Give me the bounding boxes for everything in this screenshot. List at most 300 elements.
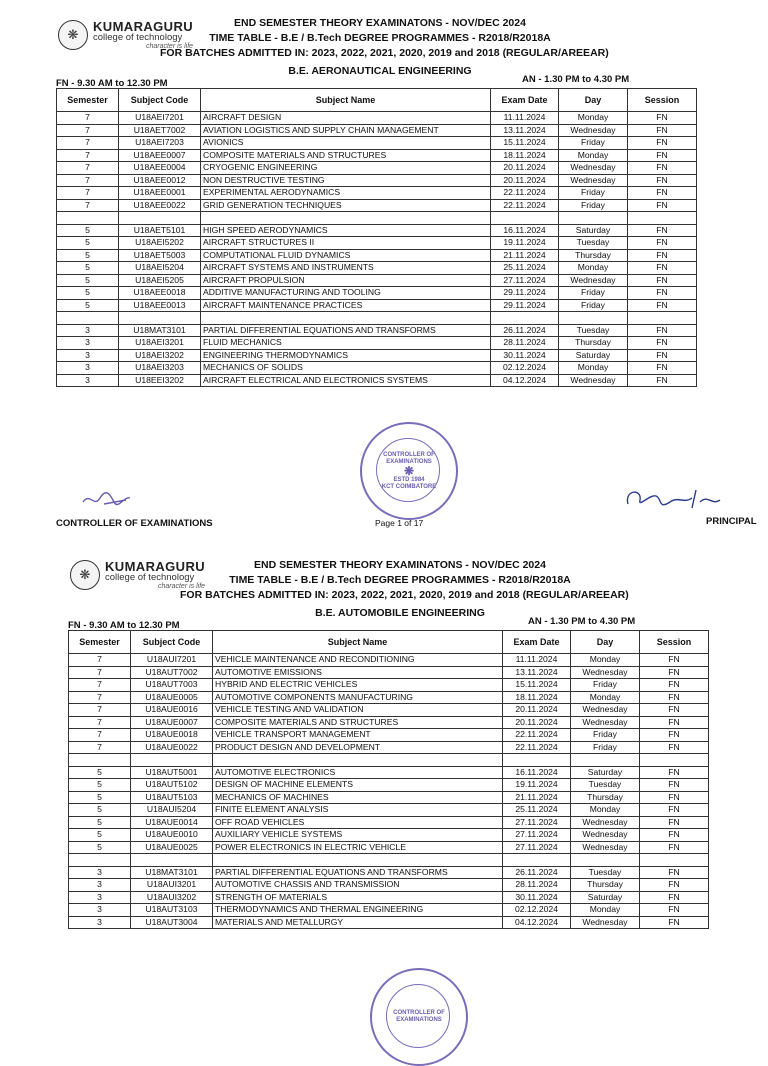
table-header-row: [69, 631, 709, 654]
semester-cell: 5: [57, 237, 119, 250]
day-cell: Monday: [559, 112, 628, 125]
session-cell: FN: [628, 299, 697, 312]
semester-cell: 7: [69, 679, 131, 692]
exam-date-cell: 22.11.2024: [503, 741, 571, 754]
session-cell: FN: [628, 262, 697, 275]
exam-date-cell: 18.11.2024: [491, 149, 559, 162]
day-cell: [559, 212, 628, 225]
exam-date-cell: 27.11.2024: [491, 274, 559, 287]
exam-date-cell: 25.11.2024: [491, 262, 559, 275]
subject-code-cell: U18MAT3101: [119, 324, 201, 337]
subject-name-cell: PRODUCT DESIGN AND DEVELOPMENT: [213, 741, 503, 754]
header-line3: FOR BATCHES ADMITTED IN: 2023, 2022, 2021, 2020, 2019 and 2018 (REGULAR/AREEAR): [160, 47, 609, 59]
subject-code-cell: U18AET7002: [119, 124, 201, 137]
subject-name-cell: AVIATION LOGISTICS AND SUPPLY CHAIN MANAGEMENT: [201, 124, 491, 137]
exam-date-cell: 04.12.2024: [491, 374, 559, 387]
day-cell: Wednesday: [571, 716, 640, 729]
semester-cell: 5: [57, 224, 119, 237]
day-cell: Wednesday: [559, 162, 628, 175]
day-cell: Thursday: [559, 249, 628, 262]
exam-date-cell: 20.11.2024: [491, 174, 559, 187]
session-cell: FN: [628, 287, 697, 300]
session-cell: FN: [640, 841, 709, 854]
subject-code-cell: U18AEE0001: [119, 187, 201, 200]
table-row: [57, 124, 697, 137]
subject-name-cell: AUXILIARY VEHICLE SYSTEMS: [213, 829, 503, 842]
day-cell: Wednesday: [559, 174, 628, 187]
subject-code-cell: U18AUT5001: [131, 766, 213, 779]
column-header: Session: [640, 631, 709, 654]
day-cell: Monday: [559, 149, 628, 162]
day-cell: Saturday: [559, 349, 628, 362]
session-cell: FN: [640, 691, 709, 704]
semester-cell: 3: [57, 349, 119, 362]
exam-date-cell: 29.11.2024: [491, 287, 559, 300]
subject-name-cell: AUTOMOTIVE EMISSIONS: [213, 666, 503, 679]
semester-cell: 7: [57, 174, 119, 187]
semester-cell: 7: [69, 654, 131, 667]
exam-date-cell: 02.12.2024: [491, 362, 559, 375]
session-cell: FN: [628, 249, 697, 262]
session-cell: FN: [628, 162, 697, 175]
subject-name-cell: AIRCRAFT ELECTRICAL AND ELECTRONICS SYSTEMS: [201, 374, 491, 387]
day-cell: Wednesday: [559, 124, 628, 137]
subject-name-cell: NON DESTRUCTIVE TESTING: [201, 174, 491, 187]
subject-code-cell: U18AEI5202: [119, 237, 201, 250]
exam-date-cell: 26.11.2024: [503, 866, 571, 879]
table-row: [69, 804, 709, 817]
session-cell: FN: [628, 337, 697, 350]
subject-code-cell: U18AEI3203: [119, 362, 201, 375]
exam-date-cell: 20.11.2024: [491, 162, 559, 175]
semester-cell: 3: [69, 904, 131, 917]
column-header: Subject Code: [119, 89, 201, 112]
subject-code-cell: U18AUE0016: [131, 704, 213, 717]
college-name: KUMARAGURU: [93, 19, 194, 35]
column-header: Subject Name: [213, 631, 503, 654]
session-cell: FN: [628, 374, 697, 387]
session-cell: FN: [640, 716, 709, 729]
exam-date-cell: 22.11.2024: [491, 187, 559, 200]
table-row: [57, 312, 697, 325]
subject-name-cell: AIRCRAFT DESIGN: [201, 112, 491, 125]
exam-date-cell: 22.11.2024: [503, 729, 571, 742]
semester-cell: 3: [69, 879, 131, 892]
day-cell: Wednesday: [571, 916, 640, 929]
subject-code-cell: [119, 212, 201, 225]
day-cell: [571, 854, 640, 867]
exam-date-cell: 27.11.2024: [503, 841, 571, 854]
header-line1: END SEMESTER THEORY EXAMINATONS - NOV/DEC 2024: [254, 559, 546, 571]
semester-cell: [57, 212, 119, 225]
subject-name-cell: POWER ELECTRONICS IN ELECTRIC VEHICLE: [213, 841, 503, 854]
session-cell: FN: [640, 916, 709, 929]
seal-emblem-icon: ❋: [403, 463, 415, 478]
college-tagline: character is life: [145, 42, 194, 50]
subject-code-cell: U18AUT7003: [131, 679, 213, 692]
subject-name-cell: FINITE ELEMENT ANALYSIS: [213, 804, 503, 817]
day-cell: Monday: [571, 804, 640, 817]
session-cell: [628, 212, 697, 225]
subject-code-cell: U18AUI3202: [131, 891, 213, 904]
day-cell: Friday: [559, 187, 628, 200]
college-emblem-icon: ❋: [58, 20, 88, 50]
session-cell: FN: [640, 729, 709, 742]
table-row: [57, 212, 697, 225]
semester-cell: 5: [69, 766, 131, 779]
session-cell: FN: [628, 274, 697, 287]
day-cell: Monday: [571, 691, 640, 704]
day-cell: Wednesday: [571, 829, 640, 842]
subject-name-cell: THERMODYNAMICS AND THERMAL ENGINEERING: [213, 904, 503, 917]
session-cell: FN: [640, 741, 709, 754]
exam-date-cell: 28.11.2024: [491, 337, 559, 350]
table-row: [57, 249, 697, 262]
subject-name-cell: AUTOMOTIVE COMPONENTS MANUFACTURING: [213, 691, 503, 704]
exam-schedule-table: [68, 630, 709, 929]
department-title: B.E. AERONAUTICAL ENGINEERING: [288, 65, 472, 77]
semester-cell: 7: [57, 199, 119, 212]
subject-name-cell: AUTOMOTIVE CHASSIS AND TRANSMISSION: [213, 879, 503, 892]
session-cell: FN: [640, 766, 709, 779]
exam-date-cell: 21.11.2024: [503, 791, 571, 804]
header-line1: END SEMESTER THEORY EXAMINATONS - NOV/DEC 2024: [234, 17, 526, 29]
column-header: Session: [628, 89, 697, 112]
day-cell: [571, 754, 640, 767]
session-cell: FN: [640, 804, 709, 817]
semester-cell: 7: [57, 124, 119, 137]
semester-cell: 5: [69, 791, 131, 804]
session-cell: FN: [640, 704, 709, 717]
session-cell: FN: [640, 791, 709, 804]
subject-name-cell: GRID GENERATION TECHNIQUES: [201, 199, 491, 212]
day-cell: Monday: [559, 362, 628, 375]
college-subtitle: college of technology: [105, 572, 195, 584]
table-row: [69, 891, 709, 904]
subject-name-cell: AIRCRAFT SYSTEMS AND INSTRUMENTS: [201, 262, 491, 275]
semester-cell: 5: [69, 779, 131, 792]
controller-seal: [360, 422, 458, 520]
semester-cell: 7: [57, 137, 119, 150]
subject-name-cell: VEHICLE TRANSPORT MANAGEMENT: [213, 729, 503, 742]
semester-cell: 5: [69, 829, 131, 842]
table-row: [57, 337, 697, 350]
day-cell: Thursday: [571, 791, 640, 804]
exam-date-cell: 15.11.2024: [503, 679, 571, 692]
header-line2: TIME TABLE - B.E / B.Tech DEGREE PROGRAMMES - R2018/R2018A: [229, 574, 571, 586]
table-row: [57, 112, 697, 125]
day-cell: Tuesday: [571, 866, 640, 879]
semester-cell: 5: [57, 299, 119, 312]
column-header: Day: [571, 631, 640, 654]
table-row: [69, 791, 709, 804]
day-cell: Saturday: [571, 891, 640, 904]
semester-cell: 5: [57, 274, 119, 287]
table-row: [69, 704, 709, 717]
table-row: [69, 854, 709, 867]
session-cell: [640, 754, 709, 767]
subject-code-cell: U18AEI5205: [119, 274, 201, 287]
seal-text: CONTROLLER OF EXAMINATIONS: [383, 451, 435, 465]
exam-date-cell: 02.12.2024: [503, 904, 571, 917]
session-cell: FN: [640, 654, 709, 667]
table-row: [57, 224, 697, 237]
semester-cell: 3: [57, 324, 119, 337]
day-cell: Wednesday: [571, 816, 640, 829]
exam-date-cell: 30.11.2024: [491, 349, 559, 362]
session-cell: FN: [628, 324, 697, 337]
subject-name-cell: HIGH SPEED AERODYNAMICS: [201, 224, 491, 237]
exam-date-cell: 20.11.2024: [503, 716, 571, 729]
subject-name-cell: VEHICLE TESTING AND VALIDATION: [213, 704, 503, 717]
an-session-timing: AN - 1.30 PM to 4.30 PM: [522, 74, 630, 85]
subject-code-cell: [131, 854, 213, 867]
exam-date-cell: 04.12.2024: [503, 916, 571, 929]
subject-code-cell: U18AUI7201: [131, 654, 213, 667]
exam-date-cell: 11.11.2024: [491, 112, 559, 125]
session-cell: FN: [628, 149, 697, 162]
semester-cell: 7: [69, 704, 131, 717]
column-header: Exam Date: [503, 631, 571, 654]
exam-date-cell: 20.11.2024: [503, 704, 571, 717]
subject-code-cell: [131, 754, 213, 767]
session-cell: FN: [640, 816, 709, 829]
day-cell: Friday: [559, 137, 628, 150]
day-cell: Thursday: [559, 337, 628, 350]
table-header-row: [57, 89, 697, 112]
session-cell: FN: [640, 879, 709, 892]
subject-code-cell: U18AEE0004: [119, 162, 201, 175]
semester-cell: 7: [69, 666, 131, 679]
subject-code-cell: U18AUE0010: [131, 829, 213, 842]
session-cell: FN: [628, 237, 697, 250]
header-line2: TIME TABLE - B.E / B.Tech DEGREE PROGRAMMES - R2018/R2018A: [209, 32, 551, 44]
subject-code-cell: U18MAT3101: [131, 866, 213, 879]
table-row: [57, 262, 697, 275]
day-cell: [559, 312, 628, 325]
column-header: Subject Code: [131, 631, 213, 654]
day-cell: Tuesday: [559, 237, 628, 250]
exam-date-cell: 19.11.2024: [503, 779, 571, 792]
subject-code-cell: [119, 312, 201, 325]
controller-label: CONTROLLER OF EXAMINATIONS: [56, 518, 213, 529]
exam-date-cell: 26.11.2024: [491, 324, 559, 337]
college-tagline: character is life: [157, 582, 206, 590]
subject-name-cell: AVIONICS: [201, 137, 491, 150]
subject-name-cell: FLUID MECHANICS: [201, 337, 491, 350]
subject-name-cell: [201, 212, 491, 225]
subject-code-cell: U18AUT3004: [131, 916, 213, 929]
timetable-page-2: [0, 548, 768, 1024]
exam-date-cell: [503, 754, 571, 767]
column-header: Semester: [57, 89, 119, 112]
table-row: [69, 754, 709, 767]
subject-code-cell: U18AUT7002: [131, 666, 213, 679]
exam-date-cell: 27.11.2024: [503, 816, 571, 829]
table-row: [69, 816, 709, 829]
subject-name-cell: [213, 854, 503, 867]
fn-session-timing: FN - 9.30 AM to 12.30 PM: [56, 78, 168, 89]
table-row: [57, 162, 697, 175]
table-row: [69, 679, 709, 692]
subject-name-cell: OFF ROAD VEHICLES: [213, 816, 503, 829]
exam-date-cell: 18.11.2024: [503, 691, 571, 704]
table-row: [69, 916, 709, 929]
subject-code-cell: U18AEE0022: [119, 199, 201, 212]
subject-code-cell: U18AUE0025: [131, 841, 213, 854]
subject-code-cell: U18AUE0014: [131, 816, 213, 829]
semester-cell: 5: [69, 841, 131, 854]
table-row: [69, 841, 709, 854]
day-cell: Friday: [571, 729, 640, 742]
subject-name-cell: CRYOGENIC ENGINEERING: [201, 162, 491, 175]
semester-cell: 3: [69, 916, 131, 929]
exam-date-cell: 21.11.2024: [491, 249, 559, 262]
subject-code-cell: U18AUT3103: [131, 904, 213, 917]
subject-name-cell: COMPOSITE MATERIALS AND STRUCTURES: [201, 149, 491, 162]
subject-name-cell: EXPERIMENTAL AERODYNAMICS: [201, 187, 491, 200]
subject-code-cell: U18AEI7203: [119, 137, 201, 150]
controller-seal: [370, 968, 468, 1066]
column-header: Exam Date: [491, 89, 559, 112]
column-header: Subject Name: [201, 89, 491, 112]
column-header: Day: [559, 89, 628, 112]
column-header: Semester: [69, 631, 131, 654]
subject-name-cell: MATERIALS AND METALLURGY: [213, 916, 503, 929]
principal-label: PRINCIPAL: [706, 516, 757, 527]
table-row: [69, 766, 709, 779]
fn-session-timing: FN - 9.30 AM to 12.30 PM: [68, 620, 180, 631]
semester-cell: 3: [69, 891, 131, 904]
exam-date-cell: 28.11.2024: [503, 879, 571, 892]
subject-code-cell: U18AUI5204: [131, 804, 213, 817]
day-cell: Friday: [571, 741, 640, 754]
subject-name-cell: PARTIAL DIFFERENTIAL EQUATIONS AND TRANSFORMS: [213, 866, 503, 879]
day-cell: Friday: [559, 199, 628, 212]
day-cell: Friday: [559, 299, 628, 312]
session-cell: [640, 854, 709, 867]
subject-name-cell: STRENGTH OF MATERIALS: [213, 891, 503, 904]
exam-date-cell: 25.11.2024: [503, 804, 571, 817]
subject-name-cell: MECHANICS OF SOLIDS: [201, 362, 491, 375]
semester-cell: 5: [69, 816, 131, 829]
table-row: [57, 274, 697, 287]
principal-signature: [620, 484, 740, 514]
subject-name-cell: VEHICLE MAINTENANCE AND RECONDITIONING: [213, 654, 503, 667]
day-cell: Wednesday: [571, 666, 640, 679]
college-emblem-icon: ❋: [70, 560, 100, 590]
subject-name-cell: ENGINEERING THERMODYNAMICS: [201, 349, 491, 362]
exam-date-cell: 16.11.2024: [491, 224, 559, 237]
semester-cell: 7: [69, 729, 131, 742]
session-cell: FN: [628, 187, 697, 200]
subject-code-cell: U18AEI5204: [119, 262, 201, 275]
college-subtitle: college of technology: [93, 32, 183, 44]
semester-cell: 7: [57, 162, 119, 175]
seal-text: CONTROLLER OF EXAMINATIONS: [393, 1010, 445, 1023]
exam-date-cell: 27.11.2024: [503, 829, 571, 842]
semester-cell: 7: [57, 112, 119, 125]
semester-cell: 3: [57, 337, 119, 350]
day-cell: Tuesday: [559, 324, 628, 337]
subject-name-cell: [213, 754, 503, 767]
day-cell: Wednesday: [571, 841, 640, 854]
subject-code-cell: U18EEI3202: [119, 374, 201, 387]
table-row: [57, 324, 697, 337]
day-cell: Friday: [571, 679, 640, 692]
exam-date-cell: 22.11.2024: [491, 199, 559, 212]
session-cell: FN: [628, 362, 697, 375]
subject-code-cell: U18AUT5103: [131, 791, 213, 804]
subject-code-cell: U18AEI3201: [119, 337, 201, 350]
table-row: [57, 149, 697, 162]
table-row: [69, 716, 709, 729]
table-row: [57, 299, 697, 312]
session-cell: FN: [628, 124, 697, 137]
an-session-timing: AN - 1.30 PM to 4.30 PM: [528, 616, 636, 627]
table-row: [69, 879, 709, 892]
table-row: [69, 866, 709, 879]
day-cell: Monday: [559, 262, 628, 275]
subject-code-cell: U18AUT5102: [131, 779, 213, 792]
subject-name-cell: [201, 312, 491, 325]
table-row: [57, 174, 697, 187]
session-cell: FN: [640, 891, 709, 904]
day-cell: Monday: [571, 904, 640, 917]
session-cell: FN: [628, 112, 697, 125]
subject-code-cell: U18AUE0005: [131, 691, 213, 704]
table-row: [69, 904, 709, 917]
table-row: [57, 287, 697, 300]
semester-cell: 7: [69, 716, 131, 729]
subject-name-cell: AIRCRAFT STRUCTURES II: [201, 237, 491, 250]
semester-cell: 5: [57, 287, 119, 300]
semester-cell: 7: [69, 691, 131, 704]
exam-date-cell: [491, 212, 559, 225]
exam-date-cell: 19.11.2024: [491, 237, 559, 250]
header-line3: FOR BATCHES ADMITTED IN: 2023, 2022, 2021, 2020, 2019 and 2018 (REGULAR/AREEAR): [180, 589, 629, 601]
semester-cell: 5: [57, 249, 119, 262]
exam-date-cell: 11.11.2024: [503, 654, 571, 667]
subject-code-cell: U18AUE0007: [131, 716, 213, 729]
table-row: [57, 137, 697, 150]
exam-date-cell: 16.11.2024: [503, 766, 571, 779]
subject-code-cell: U18AEI7201: [119, 112, 201, 125]
semester-cell: 3: [57, 374, 119, 387]
table-row: [69, 729, 709, 742]
day-cell: Tuesday: [571, 779, 640, 792]
day-cell: Wednesday: [559, 374, 628, 387]
exam-schedule-table: [56, 88, 697, 387]
table-row: [69, 691, 709, 704]
table-row: [69, 654, 709, 667]
subject-name-cell: HYBRID AND ELECTRIC VEHICLES: [213, 679, 503, 692]
subject-name-cell: COMPUTATIONAL FLUID DYNAMICS: [201, 249, 491, 262]
subject-code-cell: U18AEE0018: [119, 287, 201, 300]
exam-date-cell: 29.11.2024: [491, 299, 559, 312]
table-row: [57, 187, 697, 200]
table-row: [57, 362, 697, 375]
semester-cell: 7: [57, 149, 119, 162]
session-cell: FN: [628, 224, 697, 237]
subject-code-cell: U18AEE0012: [119, 174, 201, 187]
subject-name-cell: ADDITIVE MANUFACTURING AND TOOLING: [201, 287, 491, 300]
semester-cell: 7: [69, 741, 131, 754]
exam-date-cell: [503, 854, 571, 867]
subject-code-cell: U18AUE0018: [131, 729, 213, 742]
day-cell: Monday: [571, 654, 640, 667]
session-cell: FN: [628, 174, 697, 187]
